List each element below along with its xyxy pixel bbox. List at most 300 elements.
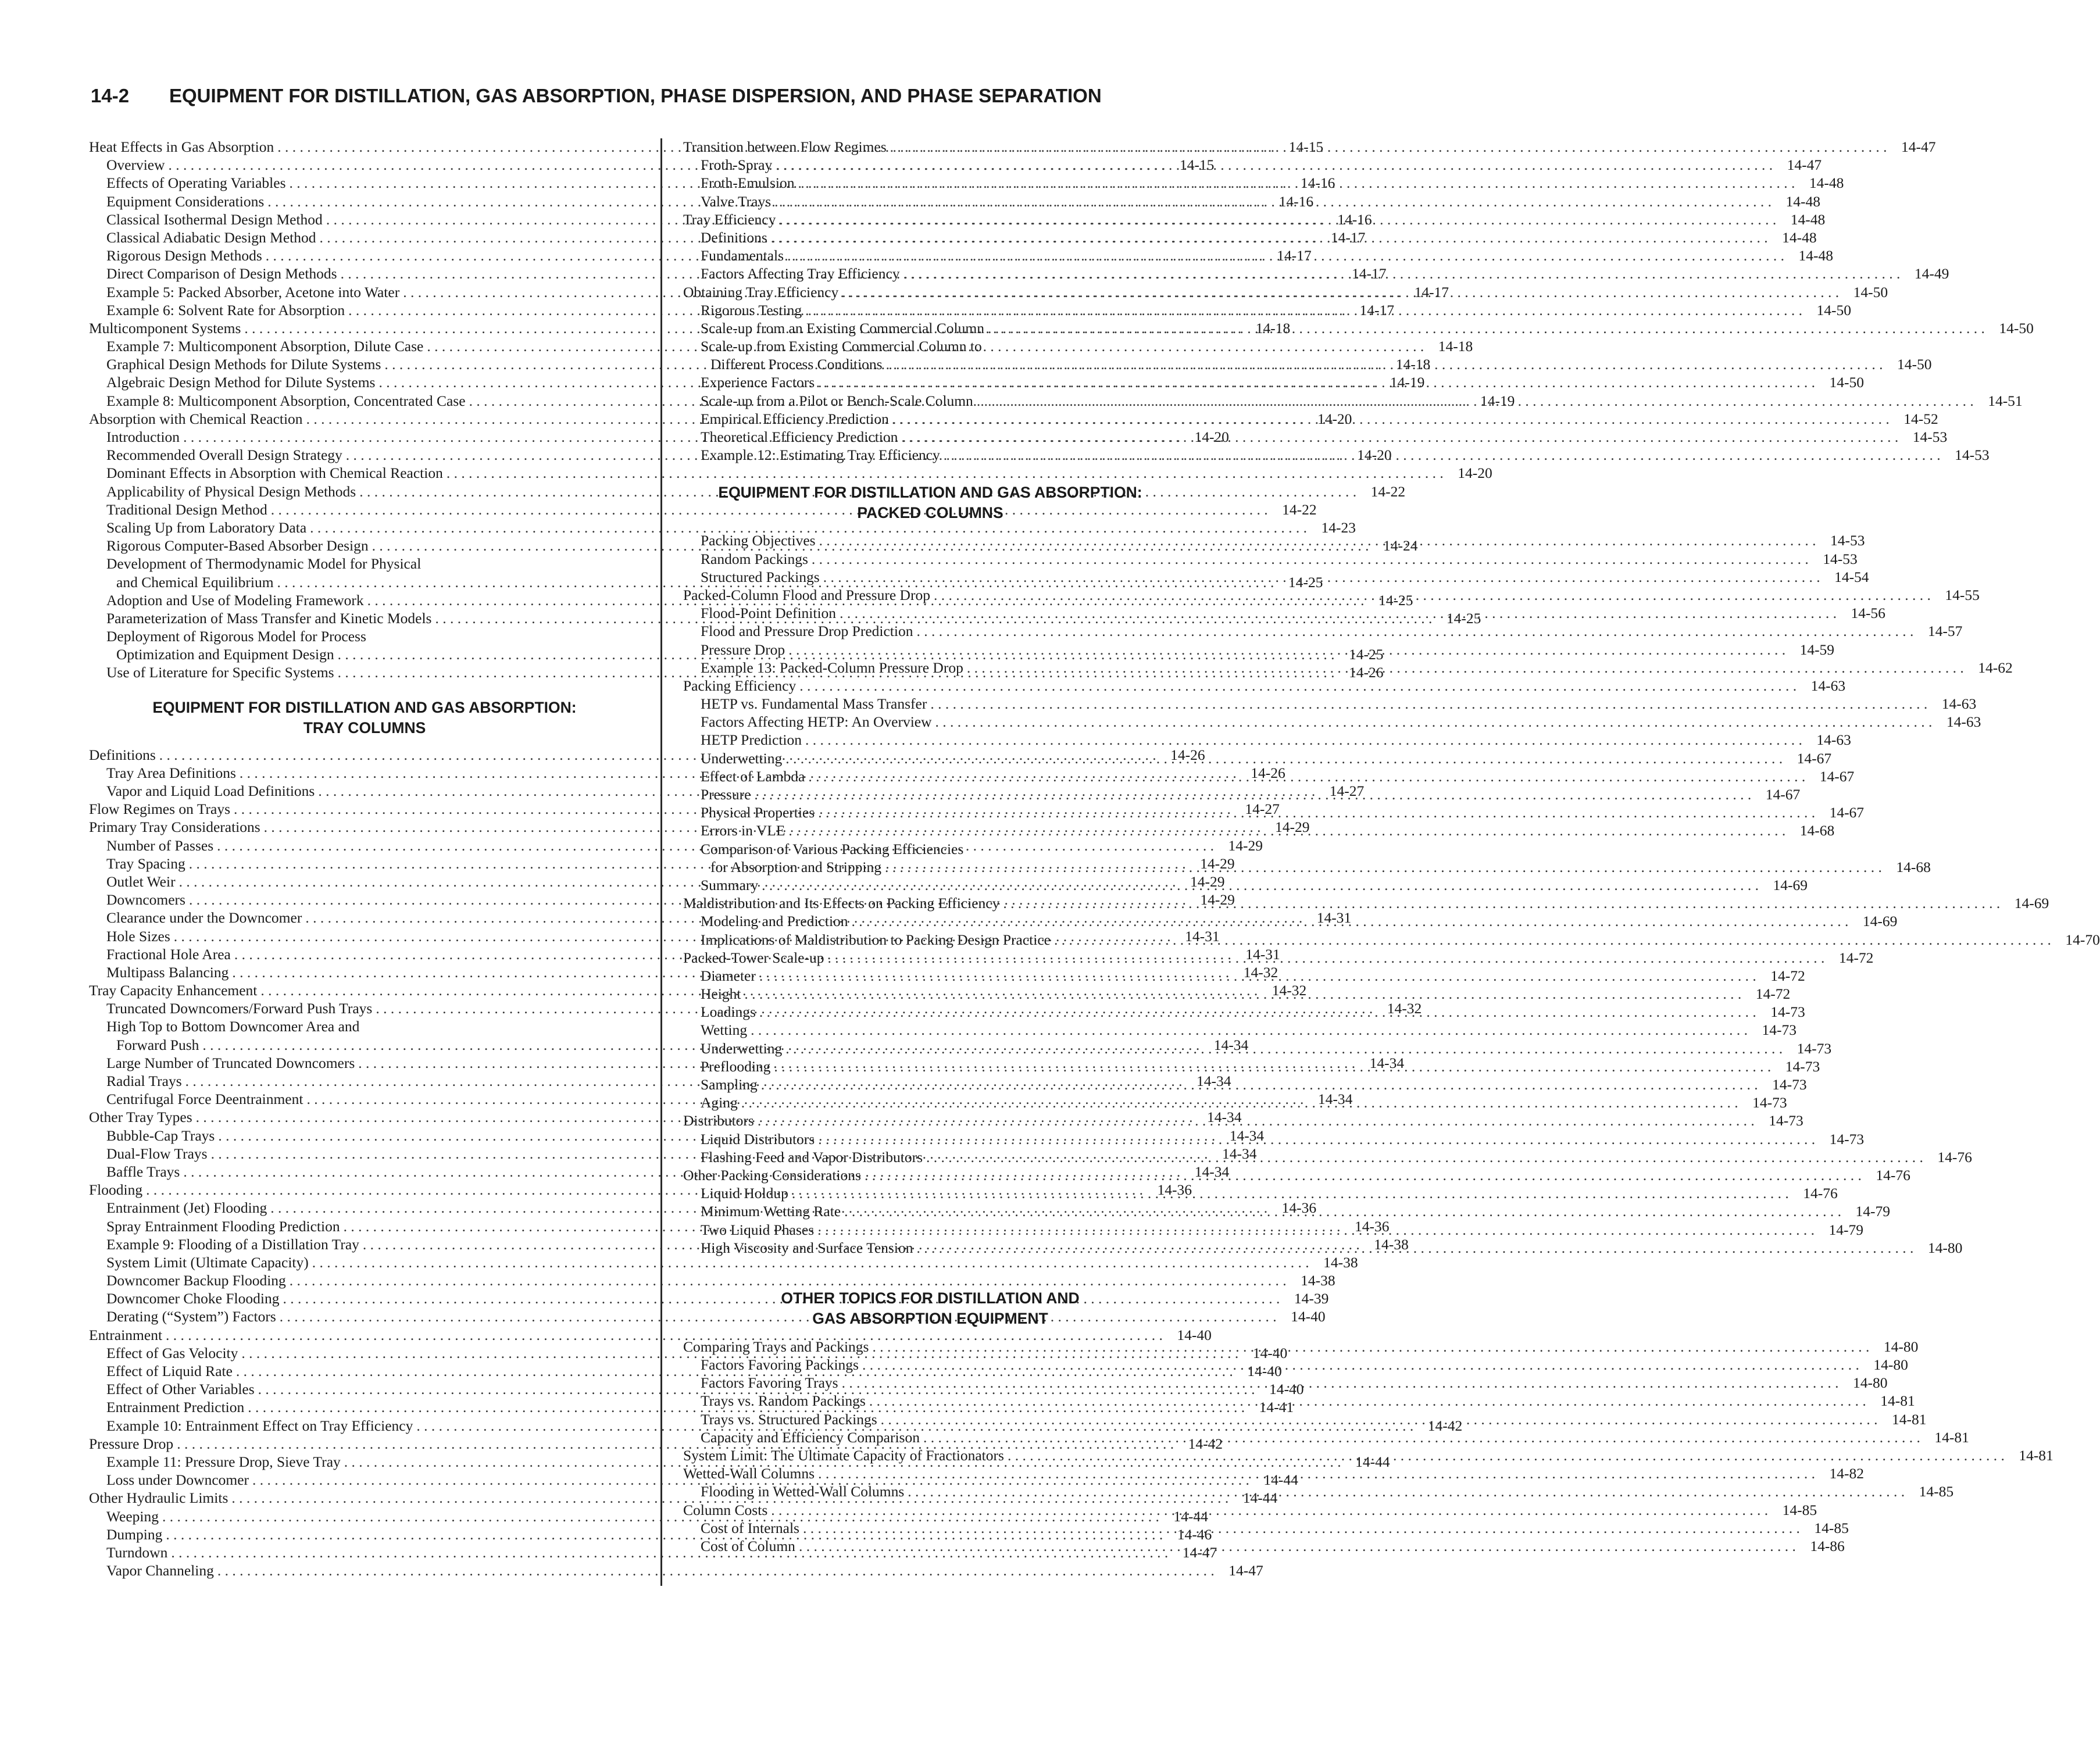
dot-leader [898,428,1901,446]
toc-entry-title: Experience Factors [701,374,815,391]
toc-entry-page: 14-40 [1252,1344,1288,1361]
toc-entry-page: 14-85 [1919,1483,1954,1500]
toc-entry-page: 14-31 [1185,927,1220,945]
dot-leader [772,156,1775,174]
section-heading-line: OTHER TOPICS FOR DISTILLATION AND [781,1289,1080,1307]
toc-entry-page: 14-25 [1349,646,1384,663]
toc-entry-title: Use of Literature for Specific Systems [106,664,334,681]
toc-entry-title: Underwetting [701,749,783,767]
dot-leader [841,1202,1844,1220]
toc-entry-page: 14-81 [1880,1392,1915,1410]
toc-entry-title: Example 7: Multicomponent Absorption, Dilute Case [106,338,424,355]
toc-entry-page: 14-81 [1934,1428,1969,1446]
toc-entry [683,840,1177,858]
toc-entry-page: 14-73 [1772,1076,1807,1093]
toc-entry-page: 14-69 [1862,913,1898,930]
toc-entry [683,337,1177,355]
toc-entry-page: 14-85 [1814,1519,1849,1536]
toc-entry-title: and Chemical Equilibrium [116,573,274,591]
toc-entry-page: 14-40 [1177,1326,1212,1343]
toc-entry-title: Packed-Tower Scale-up [683,949,824,966]
toc-entry-title: Flow Regimes on Trays [89,800,230,818]
toc-entry-page: 14-32 [1272,982,1307,999]
toc-entry-title: Absorption with Chemical Reaction [89,410,303,427]
toc-entry-page: 14-23 [1321,519,1356,536]
toc-entry-title: Downcomers [106,891,185,909]
toc-entry-title: Factors Favoring Trays [701,1374,838,1392]
dot-leader [866,1392,1869,1410]
dot-leader [805,767,1808,785]
toc-entry-title: Comparing Trays and Packings [683,1338,869,1355]
toc-entry-page: 14-63 [1810,677,1846,694]
toc-entry-page: 14-57 [1927,623,1963,640]
toc-entry-page: 14-34 [1369,1054,1405,1071]
toc-entry-page: 14-80 [1873,1356,1908,1374]
toc-entry-page: 14-48 [1785,192,1821,210]
section-heading-line: EQUIPMENT FOR DISTILLATION AND GAS ABSORPTION: [152,698,577,716]
toc-entry-page: 14-67 [1829,804,1865,821]
toc-entry-title: Other Hydraulic Limits [89,1489,228,1507]
toc-entry-title: Scale-up from Existing Commercial Column to [701,338,982,355]
toc-entry-title: Comparison of Various Packing Efficiencies [701,840,964,857]
dot-leader [795,1537,1798,1555]
dot-leader [877,1410,1880,1428]
toc-entry-page: 14-17 [1359,301,1394,319]
toc-entry-page: 14-67 [1765,786,1801,803]
dot-leader [881,858,1884,876]
toc-entry-title: for Absorption and Stripping [710,858,881,875]
toc-entry-title: Bubble-Cap Trays [106,1127,215,1144]
toc-entry-page: 14-53 [1823,550,1858,567]
toc-entry [89,627,640,645]
section-heading-other-topics [683,1288,1177,1329]
toc-entry-page: 14-53 [1912,428,1948,445]
toc-entry-page: 14-59 [1799,641,1835,658]
toc-entry-title: Clearance under the Downcomer [106,909,302,927]
toc-entry-title: Scale-up from an Existing Commercial Column [701,319,984,337]
dot-leader [927,695,1930,713]
toc-entry-page: 14-29 [1190,873,1225,890]
toc-entry-title: Effect of Liquid Rate [106,1363,233,1379]
toc-entry [89,1326,1212,1344]
toc-entry-page: 14-67 [1819,767,1855,785]
toc-entry-title: Froth-Emulsion [701,174,795,192]
toc-entry-page: 14-56 [1851,605,1885,622]
dot-leader [214,1561,1217,1579]
dot-leader [824,949,1827,967]
toc-entry-title: Factors Favoring Packings [701,1356,859,1374]
toc-entry-title: Weeping [106,1507,159,1525]
toc-entry-page: 14-48 [1798,247,1833,265]
toc-entry-title: Effect of Lambda [701,767,805,785]
toc-entry [683,695,1977,713]
toc-entry-page: 14-34 [1213,1036,1249,1053]
toc-entry-title: Adoption and Use of Modeling Framework [106,591,364,609]
toc-entry-page: 14-79 [1828,1221,1863,1238]
toc-entry-title: Rigorous Computer-Based Absorber Design [106,537,369,555]
toc-entry-title: Two Liquid Phases [701,1221,815,1238]
toc-entry-page: 14-69 [2014,895,2049,912]
toc-entry [683,731,1851,749]
toc-entry-page: 14-44 [1173,1507,1208,1525]
toc-entry-page: 14-53 [1830,532,1865,549]
dot-leader [930,586,1933,604]
toc-entry-title: Example 11: Pressure Drop, Sieve Tray [106,1453,341,1470]
toc-entry-title: System Limit: The Ultimate Capacity of Fractionators [683,1447,1004,1464]
toc-entry-title: Entrainment (Jet) Flooding [106,1199,267,1217]
dot-leader [770,1057,1773,1075]
toc-entry-title: Example 12: Estimating Tray Efficiency [701,446,940,464]
toc-entry-title: Definitions [701,228,767,246]
section-heading-packed-columns [683,482,1177,523]
toc-entry-title: Effect of Other Variables [106,1381,255,1398]
toc-entry-title: HETP Prediction [701,731,802,749]
toc-entry-title: Dual-Flow Trays [106,1145,208,1162]
toc-entry-page: 14-50 [1853,283,1888,301]
toc-entry-title: Flood-Point Definition [701,605,837,622]
toc-entry-title: Maldistribution and Its Effects on Packing Efficiency [683,895,1000,912]
toc-entry-title: Forward Push [116,1036,199,1053]
toc-entry [89,1561,1263,1579]
toc-entry-title: Scaling Up from Laboratory Data [106,519,307,536]
toc-entry-page: 14-29 [1275,819,1310,836]
toc-entry-title: Height [701,985,741,1003]
toc-entry [683,677,1846,695]
dot-leader [984,319,1987,337]
toc-entry-title: Valve Trays [701,192,772,210]
toc-entry-title: Minimum Wetting Rate [701,1203,841,1220]
toc-entry-title: Transition between Flow Regimes [683,138,887,155]
toc-entry-page: 14-70 [2065,931,2100,948]
toc-entry-page: 14-44 [1355,1453,1390,1470]
toc-entry-title: Hole Sizes [106,927,170,945]
section-heading-tray-columns [89,698,640,738]
toc-entry-page: 14-34 [1222,1145,1257,1162]
toc-entry-title: Errors in VLE [701,822,785,839]
toc-entry-title: Different Process Conditions [710,356,883,373]
toc-entry-page: 14-80 [1883,1338,1919,1355]
toc-entry-title: Multipass Balancing [106,963,229,981]
dot-leader [848,912,1851,930]
dot-leader [741,985,1744,1003]
toc-entry-title: Definitions [89,746,156,763]
dot-leader [754,1111,1757,1130]
dot-leader [815,373,1817,391]
toc-entry-page: 14-54 [1834,568,1869,585]
toc-entry-page: 14-16 [1337,210,1372,228]
toc-entry-page: 14-67 [1797,749,1832,767]
dot-leader [1004,1446,2007,1464]
toc-entry-page: 14-63 [1816,731,1851,749]
running-head [91,85,1253,110]
toc-entry-title: Tray Spacing [106,855,185,872]
toc-entry [683,622,1963,640]
toc-entry-page: 14-51 [1988,392,2023,409]
toc-entry-page: 14-34 [1317,1091,1353,1108]
toc-entry-title: Heat Effects in Gas Absorption [89,138,274,155]
toc-entry-title: Obtaining Tray Efficiency [683,283,839,301]
toc-entry-page: 14-46 [1177,1525,1212,1543]
dot-leader [887,138,1890,156]
toc-entry-page: 14-40 [1269,1381,1304,1398]
toc-entry-title: Random Packings [701,550,808,567]
toc-entry-title: Diameter [701,967,756,984]
toc-entry-page: 14-17 [1330,228,1366,246]
toc-entry-page: 14-48 [1809,174,1844,192]
toc-entry-title: Capacity and Efficiency Comparison [701,1428,920,1446]
toc-entry-page: 14-63 [1941,695,1977,713]
dot-leader [838,283,1841,301]
toc-entry-title: Modeling and Prediction [701,913,848,930]
toc-entry-title: Factors Affecting HETP: An Overview [701,713,932,731]
toc-entry-title: Baffle Trays [106,1163,180,1180]
toc-entry-title: Other Packing Considerations [683,1166,861,1184]
toc-entry-title: Packed-Column Flood and Pressure Drop [683,586,930,603]
toc-entry-title: Truncated Downcomers/Forward Push Trays [106,1000,373,1017]
dot-leader [932,713,1935,731]
toc-entry-page: 14-26 [1251,764,1285,781]
toc-entry-title: System Limit (Ultimate Capacity) [106,1253,309,1271]
toc-entry-page: 14-69 [1773,876,1808,893]
toc-entry-page: 14-34 [1207,1109,1242,1126]
dot-leader [788,1184,1791,1202]
toc-entry-title: Pressure Drop [701,641,785,658]
toc-entry-title: Flood and Pressure Drop Prediction [701,623,913,640]
toc-entry-page: 14-50 [1829,374,1864,391]
toc-entry-page: 14-47 [1228,1562,1263,1579]
dot-leader [883,355,1885,373]
toc-entry-title: Flooding in Wetted-Wall Columns [701,1483,905,1500]
dot-leader [802,301,1805,319]
toc-entry-page: 14-68 [1799,822,1835,839]
dot-leader [784,246,1787,265]
toc-entry-page: 14-34 [1197,1073,1231,1089]
toc-entry-title: Example 10: Entrainment Effect on Tray Efficiency [106,1417,413,1434]
toc-entry-page: 14-42 [1188,1435,1223,1452]
toc-entry-title: Optimization and Equipment Design [116,646,334,663]
toc-entry-title: Graphical Design Methods for Dilute Systems [106,356,381,373]
dot-leader [802,731,1805,749]
toc-entry-title: Trays vs. Structured Packings [701,1410,877,1428]
dot-leader [973,392,1976,410]
toc-entry-page: 14-80 [1927,1239,1963,1256]
dot-leader [785,641,1788,659]
toc-entry-page: 14-25 [1378,591,1413,609]
toc-entry-title: Scale-up from a Pilot or Bench-Scale Column [701,392,973,409]
toc-entry-page: 14-40 [1291,1308,1326,1325]
toc-entry-title: Pressure Drop [89,1435,174,1452]
toc-entry-title: Spray Entrainment Flooding Prediction [106,1217,340,1235]
toc-entry-page: 14-17 [1277,247,1312,265]
toc-entry-page: 14-53 [1955,446,1990,464]
dot-leader [816,531,1819,549]
toc-entry-page: 14-15 [1179,156,1215,174]
toc-entry-page: 14-31 [1316,909,1352,927]
dot-leader [904,1482,1907,1500]
dot-leader [756,967,1759,985]
toc-entry-page: 14-25 [1446,609,1481,627]
dot-leader [838,1374,1841,1392]
section-heading-line: EQUIPMENT FOR DISTILLATION AND GAS ABSORPTION: [718,484,1142,502]
toc-entry-page: 14-34 [1194,1163,1230,1180]
toc-entry-page: 14-48 [1790,210,1826,228]
toc-entry-title: Centrifugal Force Deentrainment [106,1091,303,1108]
toc-entry-title: Example 5: Packed Absorber, Acetone into Water [106,283,400,301]
dot-leader [815,803,1817,821]
toc-entry-title: Pressure [701,786,751,803]
toc-entry-title: Rigorous Testing [701,301,802,319]
toc-entry-page: 14-73 [1785,1057,1820,1075]
toc-entry-page: 14-47 [1787,156,1822,174]
toc-entry-page: 14-63 [1946,713,1981,731]
dot-leader [814,1221,1817,1239]
dot-leader [999,894,2002,912]
dot-leader [820,568,1823,586]
column-divider [660,138,662,1586]
toc-entry [683,550,1858,568]
toc-entry-page: 14-68 [1896,858,1931,875]
toc-entry-page: 14-81 [1892,1410,1927,1428]
dot-leader [889,410,1892,428]
toc-entry-title: Wetted-Wall Columns [683,1465,815,1482]
toc-entry-title: Physical Properties [701,804,815,821]
toc-entry-title: Wetting [701,1021,748,1039]
toc-entry-page: 14-26 [1348,664,1384,681]
toc-entry-title: Classical Adiabatic Design Method [106,228,316,246]
toc-entry-page: 14-29 [1228,837,1263,854]
toc-entry-page: 14-50 [1999,319,2034,337]
toc-entry-page: 14-44 [1263,1471,1298,1489]
toc-entry-title: Distributors [683,1112,754,1130]
toc-entry-page: 14-73 [1769,1112,1803,1130]
toc-entry-page: 14-36 [1354,1217,1390,1235]
toc-entry-title: Downcomer Choke Flooding [106,1290,280,1307]
toc-entry-page: 14-27 [1329,782,1365,799]
toc-entry-title: Liquid Distributors [701,1130,815,1148]
dot-leader [861,1166,1864,1184]
toc-entry-page: 14-34 [1229,1127,1265,1144]
toc-entry-page: 14-18 [1255,319,1291,337]
toc-entry-page: 14-25 [1288,573,1323,591]
toc-entry-title: Packing Objectives [701,532,816,549]
toc-entry-title: Implications of Maldistribution to Packing Design Practice [701,931,1051,948]
toc-entry-title: Fundamentals [701,247,784,265]
dot-leader [799,1519,1802,1537]
dot-leader [836,604,1839,622]
toc-entry-title: Factors Affecting Tray Efficiency [701,265,900,283]
dot-leader [940,446,1943,464]
toc-entry-page: 14-72 [1838,949,1874,966]
toc-entry-page: 14-29 [1200,891,1235,909]
toc-entry [89,1017,640,1035]
toc-entry-title: Entrainment Prediction [106,1399,245,1416]
toc-entry-title: Direct Comparison of Design Methods [106,265,337,283]
dot-leader [782,1039,1785,1057]
toc-entry-title: Sampling [701,1076,758,1093]
toc-entry-page: 14-38 [1301,1272,1335,1289]
toc-entry-title: Effect of Gas Velocity [106,1344,238,1361]
toc-entry-title: Applicability of Physical Design Methods [106,482,356,500]
toc-entry-page: 14-20 [1194,428,1229,445]
toc-entry-title: Column Costs [683,1501,768,1518]
toc-entry-page: 14-76 [1937,1148,1972,1166]
toc-entry-page: 14-24 [1383,537,1418,555]
dot-leader [1051,931,2053,949]
dot-leader [963,659,1966,677]
toc-entry-page: 14-38 [1323,1253,1358,1271]
toc-entry-title: Packing Efficiency [683,677,797,694]
dot-leader [738,1093,1741,1111]
dot-leader [795,174,1798,192]
toc-entry-title: Liquid Holdup [701,1185,788,1202]
toc-entry-page: 14-40 [1247,1363,1282,1379]
toc-entry-page: 14-36 [1281,1199,1317,1217]
toc-entry [89,519,1356,537]
toc-entry-title: Deployment of Rigorous Model for Process [106,628,366,645]
toc-entry-page: 14-76 [1803,1185,1838,1202]
dot-leader [747,1021,1750,1039]
toc-entry-page: 14-29 [1200,855,1235,872]
toc-entry-title: Other Tray Types [89,1109,192,1126]
toc-entry-page: 14-41 [1259,1399,1294,1416]
toc-entry [683,713,1981,731]
toc-entry-title: Traditional Design Method [106,501,267,518]
page-number: 14-2 [91,85,130,106]
toc-entry-title: Tray Efficiency [683,210,776,228]
section-heading-line: PACKED COLUMNS [857,504,1003,522]
toc-entry-page: 14-49 [1914,265,1949,283]
dot-leader [913,622,1916,640]
toc-entry-page: 14-19 [1480,392,1515,409]
toc-entry-page: 14-20 [1357,446,1392,464]
toc-entry-title: Underwetting [701,1039,783,1057]
toc-entry-title: Turndown [106,1543,168,1561]
section-heading-line: GAS ABSORPTION EQUIPMENT [812,1309,1048,1327]
toc-entry-title: Derating (“System”) Factors [106,1308,276,1325]
dot-leader [815,1464,1817,1482]
toc-entry-page: 14-79 [1855,1203,1891,1220]
toc-entry [89,464,1492,482]
toc-entry-page: 14-81 [2019,1447,2053,1464]
toc-entry-title: Radial Trays [106,1073,182,1089]
dot-leader [869,1338,1872,1356]
toc-entry-title: Number of Passes [106,837,214,854]
toc-entry-title: Rigorous Design Methods [106,247,262,265]
toc-entry-title: Development of Thermodynamic Model for Physical [106,555,422,573]
toc-entry-title: Downcomer Backup Flooding [106,1272,286,1289]
toc-entry-title: Recommended Overall Design Strategy [106,446,342,464]
toc-entry-title: Parameterization of Mass Transfer and Kinetic Models [106,609,432,627]
toc-entry-title: Trays vs. Random Packings [701,1392,866,1410]
toc-entry-title: Entrainment [89,1326,163,1343]
toc-entry-title: Flashing Feed and Vapor Distributors [701,1148,923,1166]
toc-entry-title: Froth-Spray [701,156,773,174]
dot-leader [913,1239,1916,1257]
dot-leader [923,1148,1926,1166]
toc-entry-title: Tray Area Definitions [106,764,236,781]
toc-entry [89,555,640,573]
toc-entry-page: 14-15 [1288,138,1324,155]
toc-entry-page: 14-18 [1438,338,1473,355]
toc-entry-title: Cost of Column [701,1537,795,1554]
toc-entry-page: 14-86 [1810,1537,1845,1554]
toc-entry-page: 14-80 [1852,1374,1888,1392]
toc-entry-page: 14-82 [1829,1465,1864,1482]
dot-leader [758,1075,1760,1093]
toc-entry-title: Vapor Channeling [106,1562,214,1579]
toc-entry-title: Tray Capacity Enhancement [89,982,258,999]
dot-leader [785,821,1788,839]
